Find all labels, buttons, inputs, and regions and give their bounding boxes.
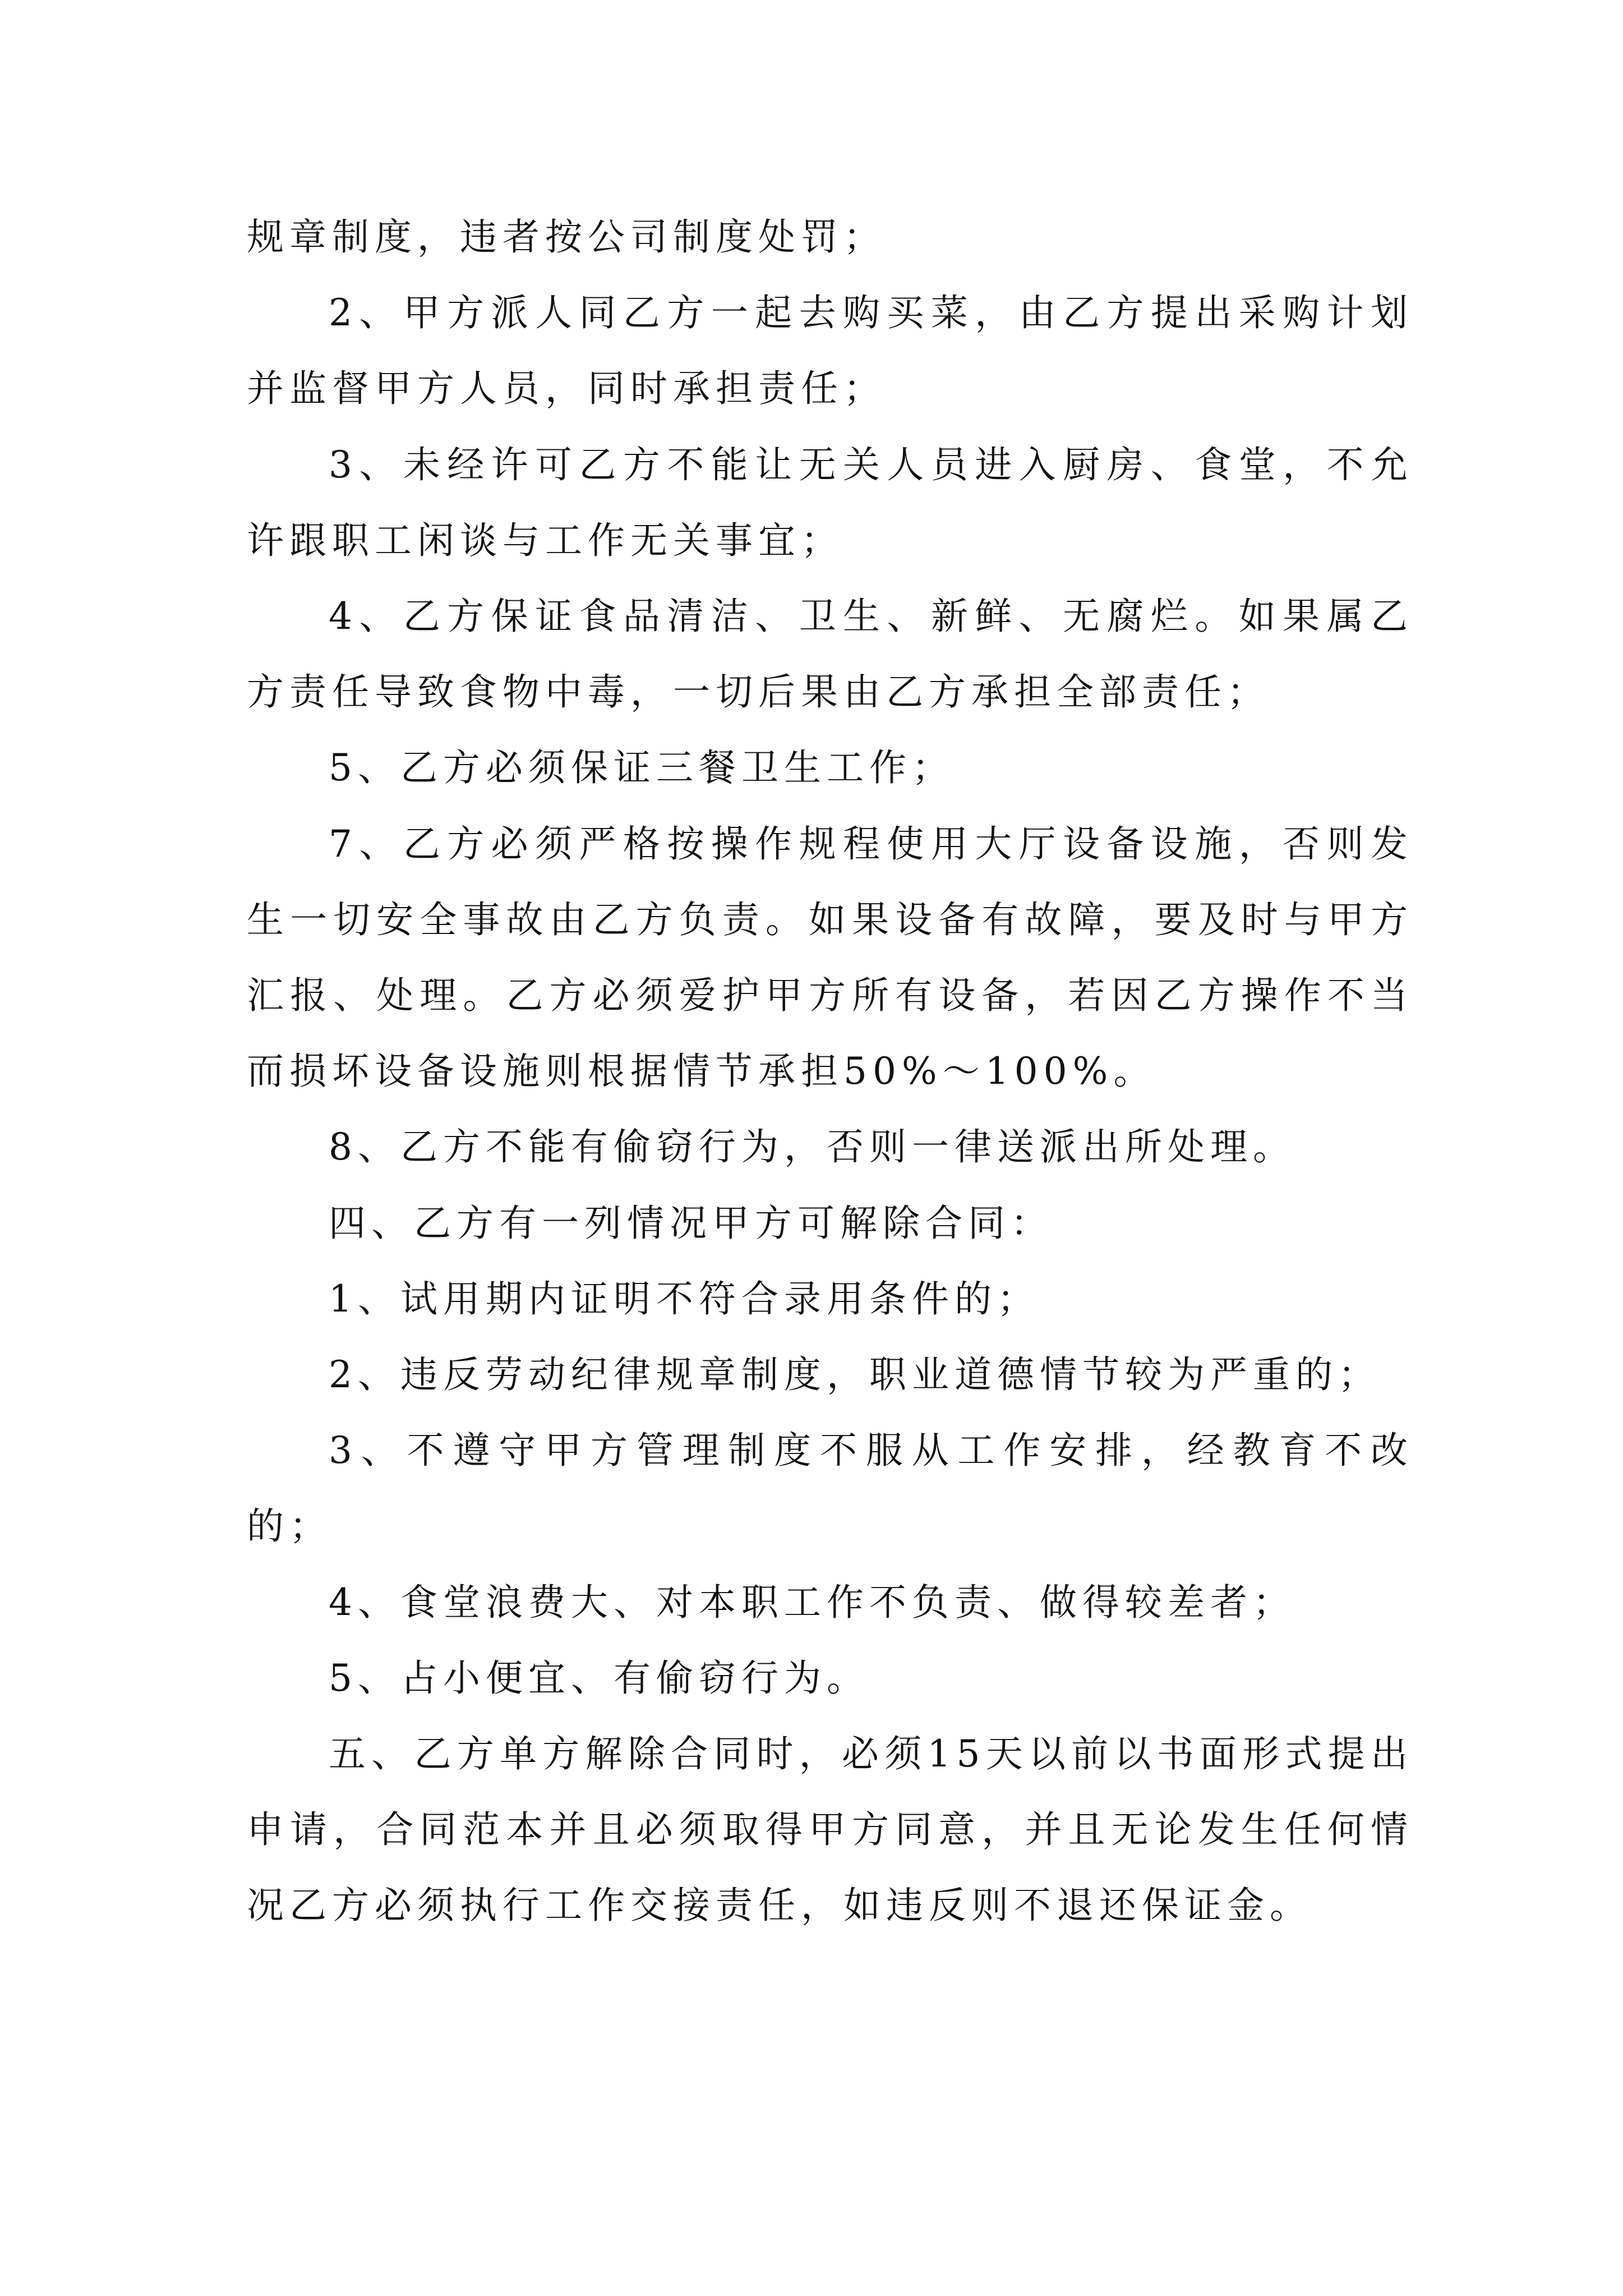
paragraph: 2、违反劳动纪律规章制度，职业道德情节较为严重的； (329, 1353, 1381, 1397)
paragraph: 2、甲方派人同乙方一起去购买菜，由乙方提出采购计划并监督甲方人员，同时承担责任； (247, 291, 1413, 411)
paragraph: 五、乙方单方解除合同时，必须15天以前以书面形式提出申请，合同范本并且必须取得甲方同意，并且无论发生任何情况乙方必须执行工作交接责任，如违反则不退还保证金。 (247, 1732, 1413, 1927)
paragraph: 8、乙方不能有偷窃行为，否则一律送派出所处理。 (329, 1125, 1295, 1169)
paragraph: 7、乙方必须严格按操作规程使用大厅设备设施，否则发生一切安全事故由乙方负责。如果设备有故障，要及时与甲方汇报、处理。乙方必须爱护甲方所有设备，若因乙方操作不当而损坏设备设施则根据情节承担50%～100%。 (247, 822, 1413, 1093)
paragraph: 3、不遵守甲方管理制度不服从工作安排，经教育不改的； (247, 1429, 1413, 1548)
paragraph: 4、食堂浪费大、对本职工作不负责、做得较差者； (329, 1580, 1295, 1624)
document-body (247, 199, 1413, 1944)
paragraph: 5、乙方必须保证三餐卫生工作； (329, 746, 955, 790)
paragraph: 5、占小便宜、有偷窃行为。 (329, 1656, 869, 1700)
paragraph: 四、乙方有一列情况甲方可解除合同： (329, 1201, 1053, 1245)
paragraph: 3、未经许可乙方不能让无关人员进入厨房、食堂，不允许跟职工闲谈与工作无关事宜； (247, 443, 1413, 562)
paragraph: 4、乙方保证食品清洁、卫生、新鲜、无腐烂。如果属乙方责任导致食物中毒，一切后果由乙方承担全部责任； (247, 595, 1413, 714)
paragraph: 规章制度，违者按公司制度处罚； (247, 215, 886, 259)
paragraph: 1、试用期内证明不符合录用条件的； (329, 1277, 1040, 1320)
